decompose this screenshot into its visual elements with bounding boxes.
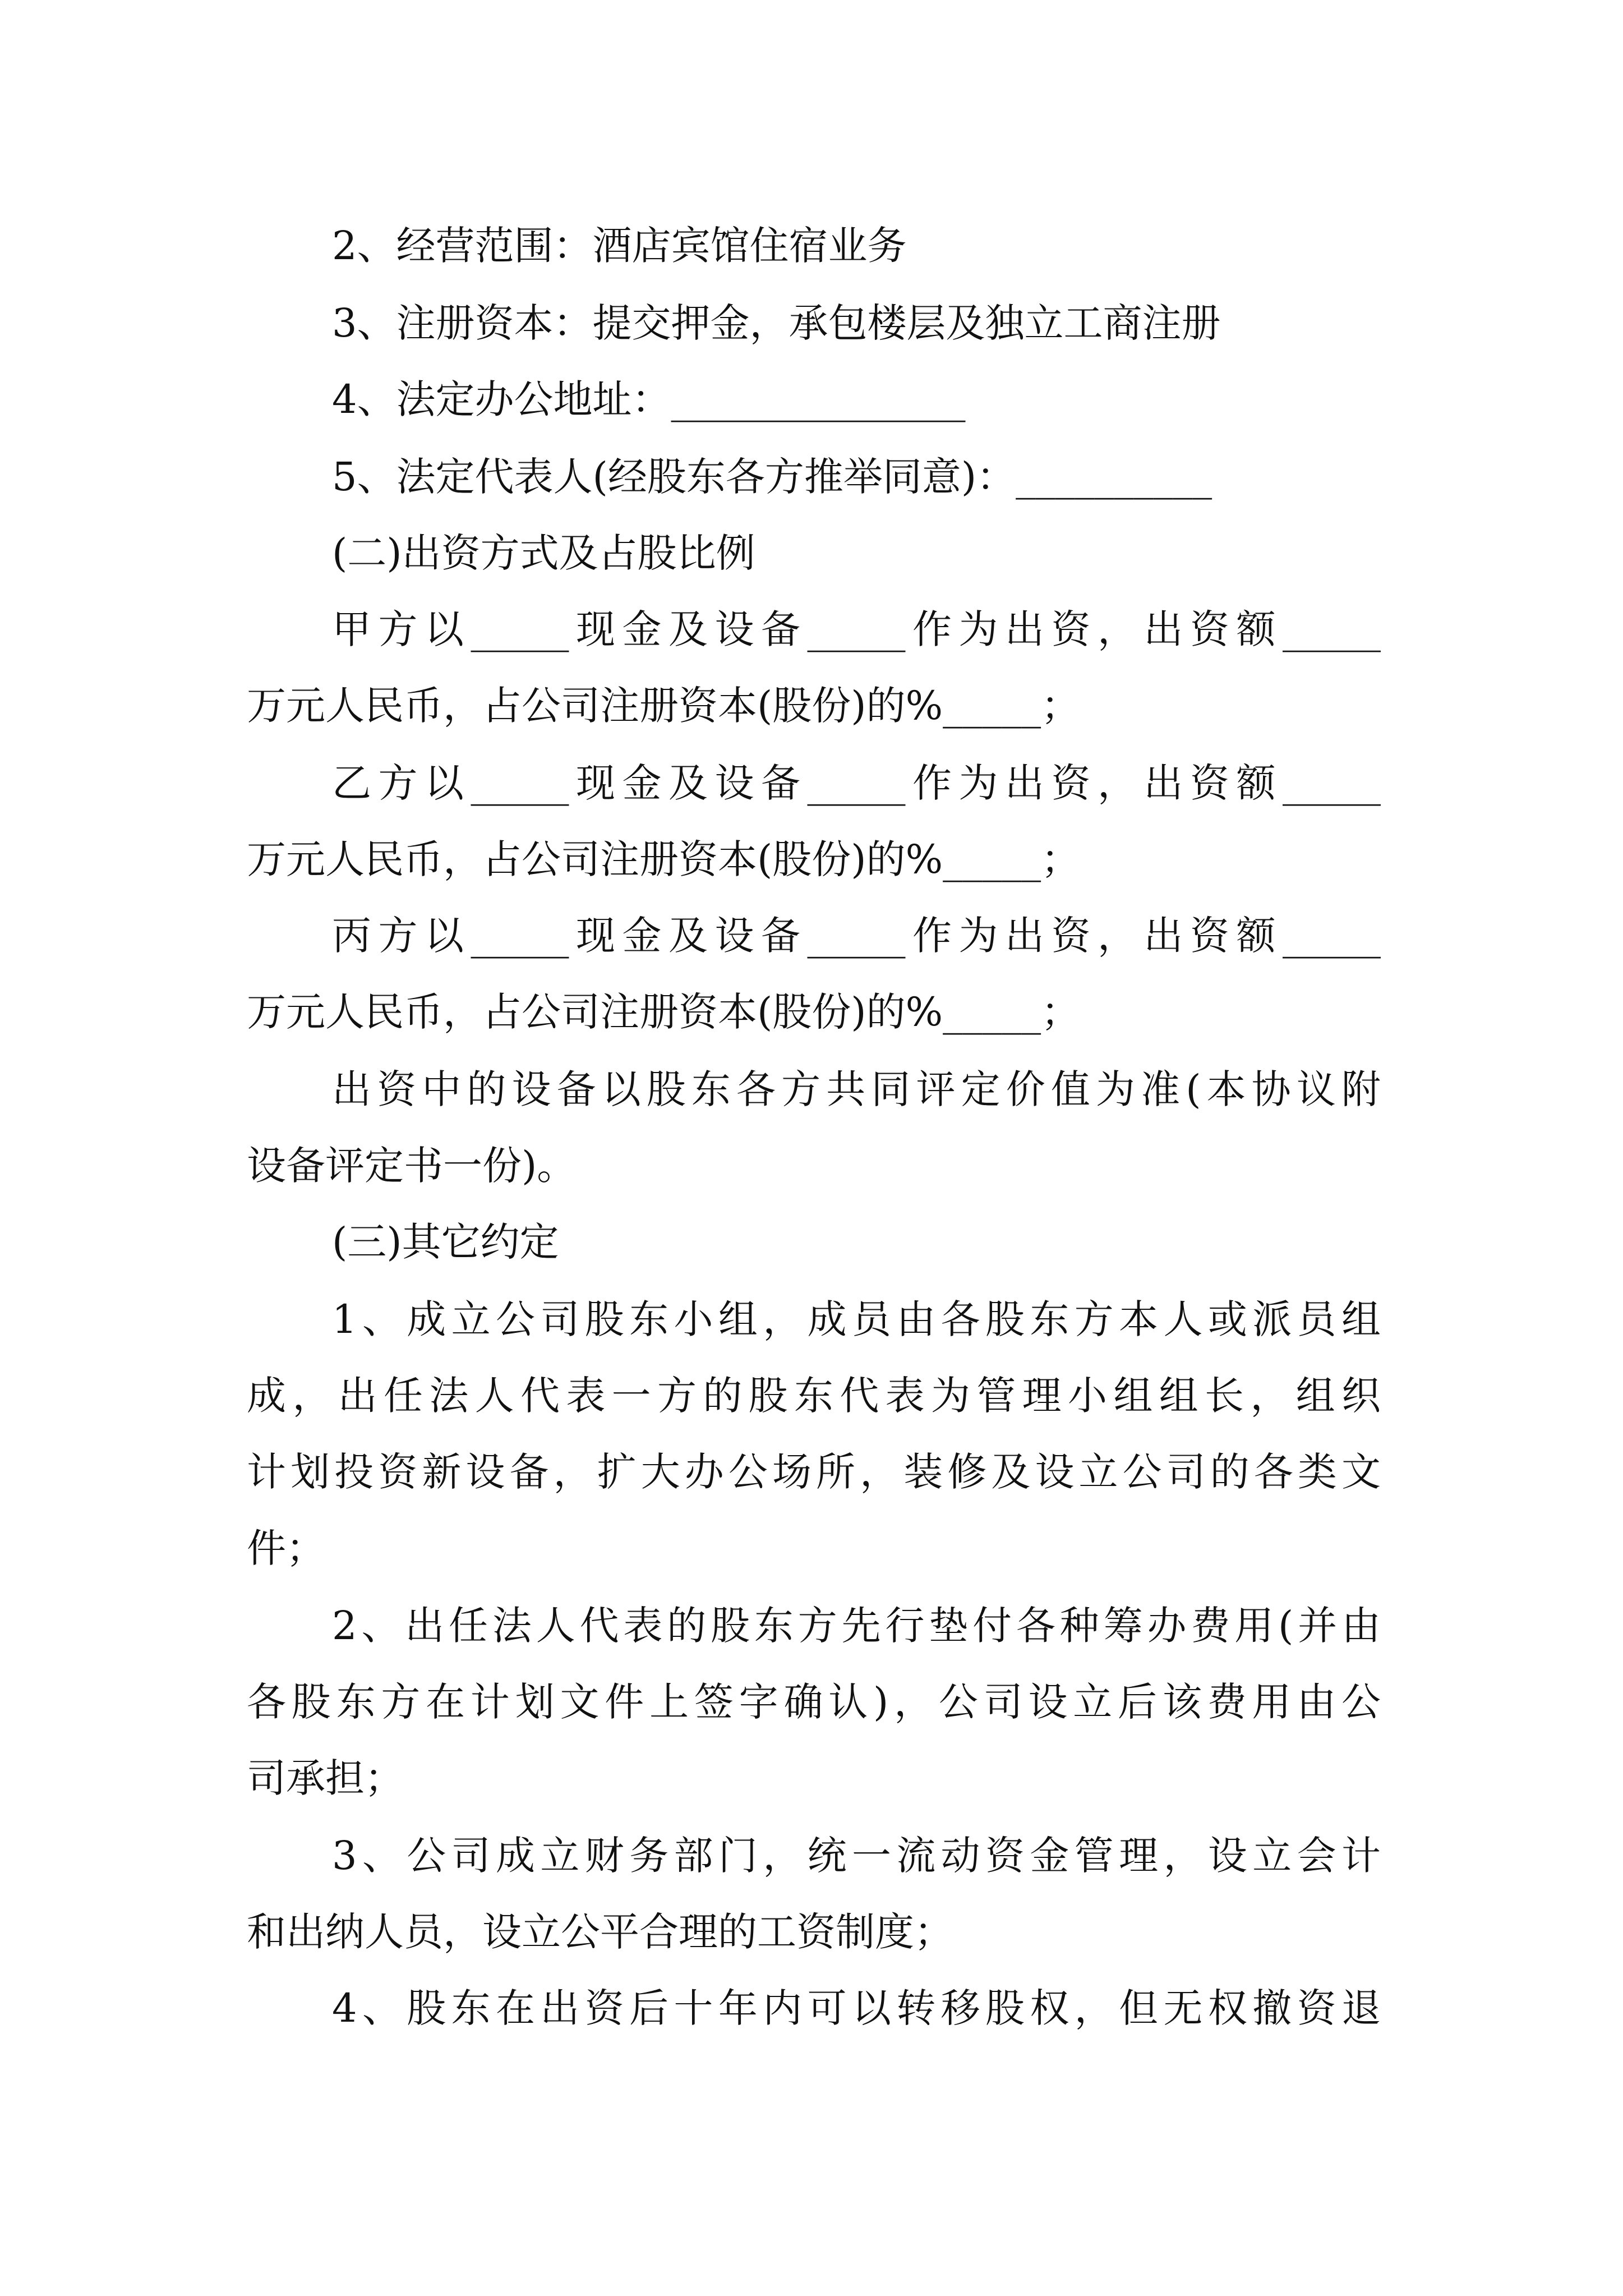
text-line bbox=[0, 296, 1623, 350]
line-text: 2、经营范围：酒店宾馆住宿业务 bbox=[332, 223, 907, 269]
text-line bbox=[0, 985, 1623, 1039]
line-text: 司承担； bbox=[247, 1755, 404, 1801]
text-line bbox=[0, 1675, 1623, 1729]
section-heading bbox=[0, 1215, 1623, 1269]
text-line bbox=[0, 1905, 1623, 1959]
text-line bbox=[0, 756, 1623, 810]
line-text: 计划投资新设备，扩大办公场所，装修及设立公司的各类文 bbox=[247, 1449, 1381, 1495]
text-line bbox=[0, 1599, 1623, 1653]
line-text: (二)出资方式及占股比例 bbox=[332, 530, 755, 576]
text-line bbox=[0, 1292, 1623, 1346]
line-text: 2、出任法人代表的股东方先行垫付各种筹办费用(并由 bbox=[332, 1603, 1381, 1649]
line-text: (三)其它约定 bbox=[332, 1219, 559, 1265]
line-text: 各股东方在计划文件上签字确认)，公司设立后该费用由公 bbox=[247, 1679, 1381, 1725]
line-text: 万元人民币，占公司注册资本(股份)的%_____； bbox=[247, 683, 1081, 729]
text-line bbox=[0, 679, 1623, 733]
text-line bbox=[0, 1521, 1623, 1575]
text-line bbox=[0, 1062, 1623, 1116]
line-text: 件； bbox=[247, 1525, 325, 1571]
text-line bbox=[0, 1829, 1623, 1883]
line-text: 和出纳人员，设立公平合理的工资制度； bbox=[247, 1909, 953, 1955]
line-text: 3、注册资本：提交押金，承包楼层及独立工商注册 bbox=[332, 300, 1221, 346]
line-text: 万元人民币，占公司注册资本(股份)的%_____； bbox=[247, 836, 1081, 882]
text-line bbox=[0, 602, 1623, 656]
text-line bbox=[0, 1369, 1623, 1423]
text-line bbox=[0, 372, 1623, 426]
text-line bbox=[0, 832, 1623, 886]
text-line bbox=[0, 1139, 1623, 1193]
text-line bbox=[0, 1751, 1623, 1805]
text-line bbox=[0, 909, 1623, 963]
line-text: 1、成立公司股东小组，成员由各股东方本人或派员组 bbox=[332, 1296, 1381, 1342]
text-line bbox=[0, 1445, 1623, 1499]
section-heading bbox=[0, 526, 1623, 580]
line-text: 甲方以_____现金及设备_____作为出资，出资额_____ bbox=[332, 606, 1381, 652]
text-line bbox=[0, 450, 1623, 504]
line-text: 4、股东在出资后十年内可以转移股权，但无权撤资退 bbox=[332, 1985, 1381, 2031]
line-text: 丙方以_____现金及设备_____作为出资，出资额_____ bbox=[332, 913, 1381, 959]
line-text: 设备评定书一份)。 bbox=[247, 1143, 577, 1189]
line-text: 万元人民币，占公司注册资本(股份)的%_____； bbox=[247, 989, 1081, 1035]
text-line bbox=[0, 219, 1623, 273]
line-text: 4、法定办公地址：_______________ bbox=[332, 376, 966, 422]
line-text: 乙方以_____现金及设备_____作为出资，出资额_____ bbox=[332, 760, 1381, 806]
text-line bbox=[0, 1981, 1623, 2035]
line-text: 5、法定代表人(经股东各方推举同意)：__________ bbox=[332, 454, 1212, 500]
line-text: 成，出任法人代表一方的股东代表为管理小组组长，组织 bbox=[247, 1373, 1381, 1419]
line-text: 出资中的设备以股东各方共同评定价值为准(本协议附 bbox=[332, 1066, 1381, 1112]
line-text: 3、公司成立财务部门，统一流动资金管理，设立会计 bbox=[332, 1833, 1381, 1879]
